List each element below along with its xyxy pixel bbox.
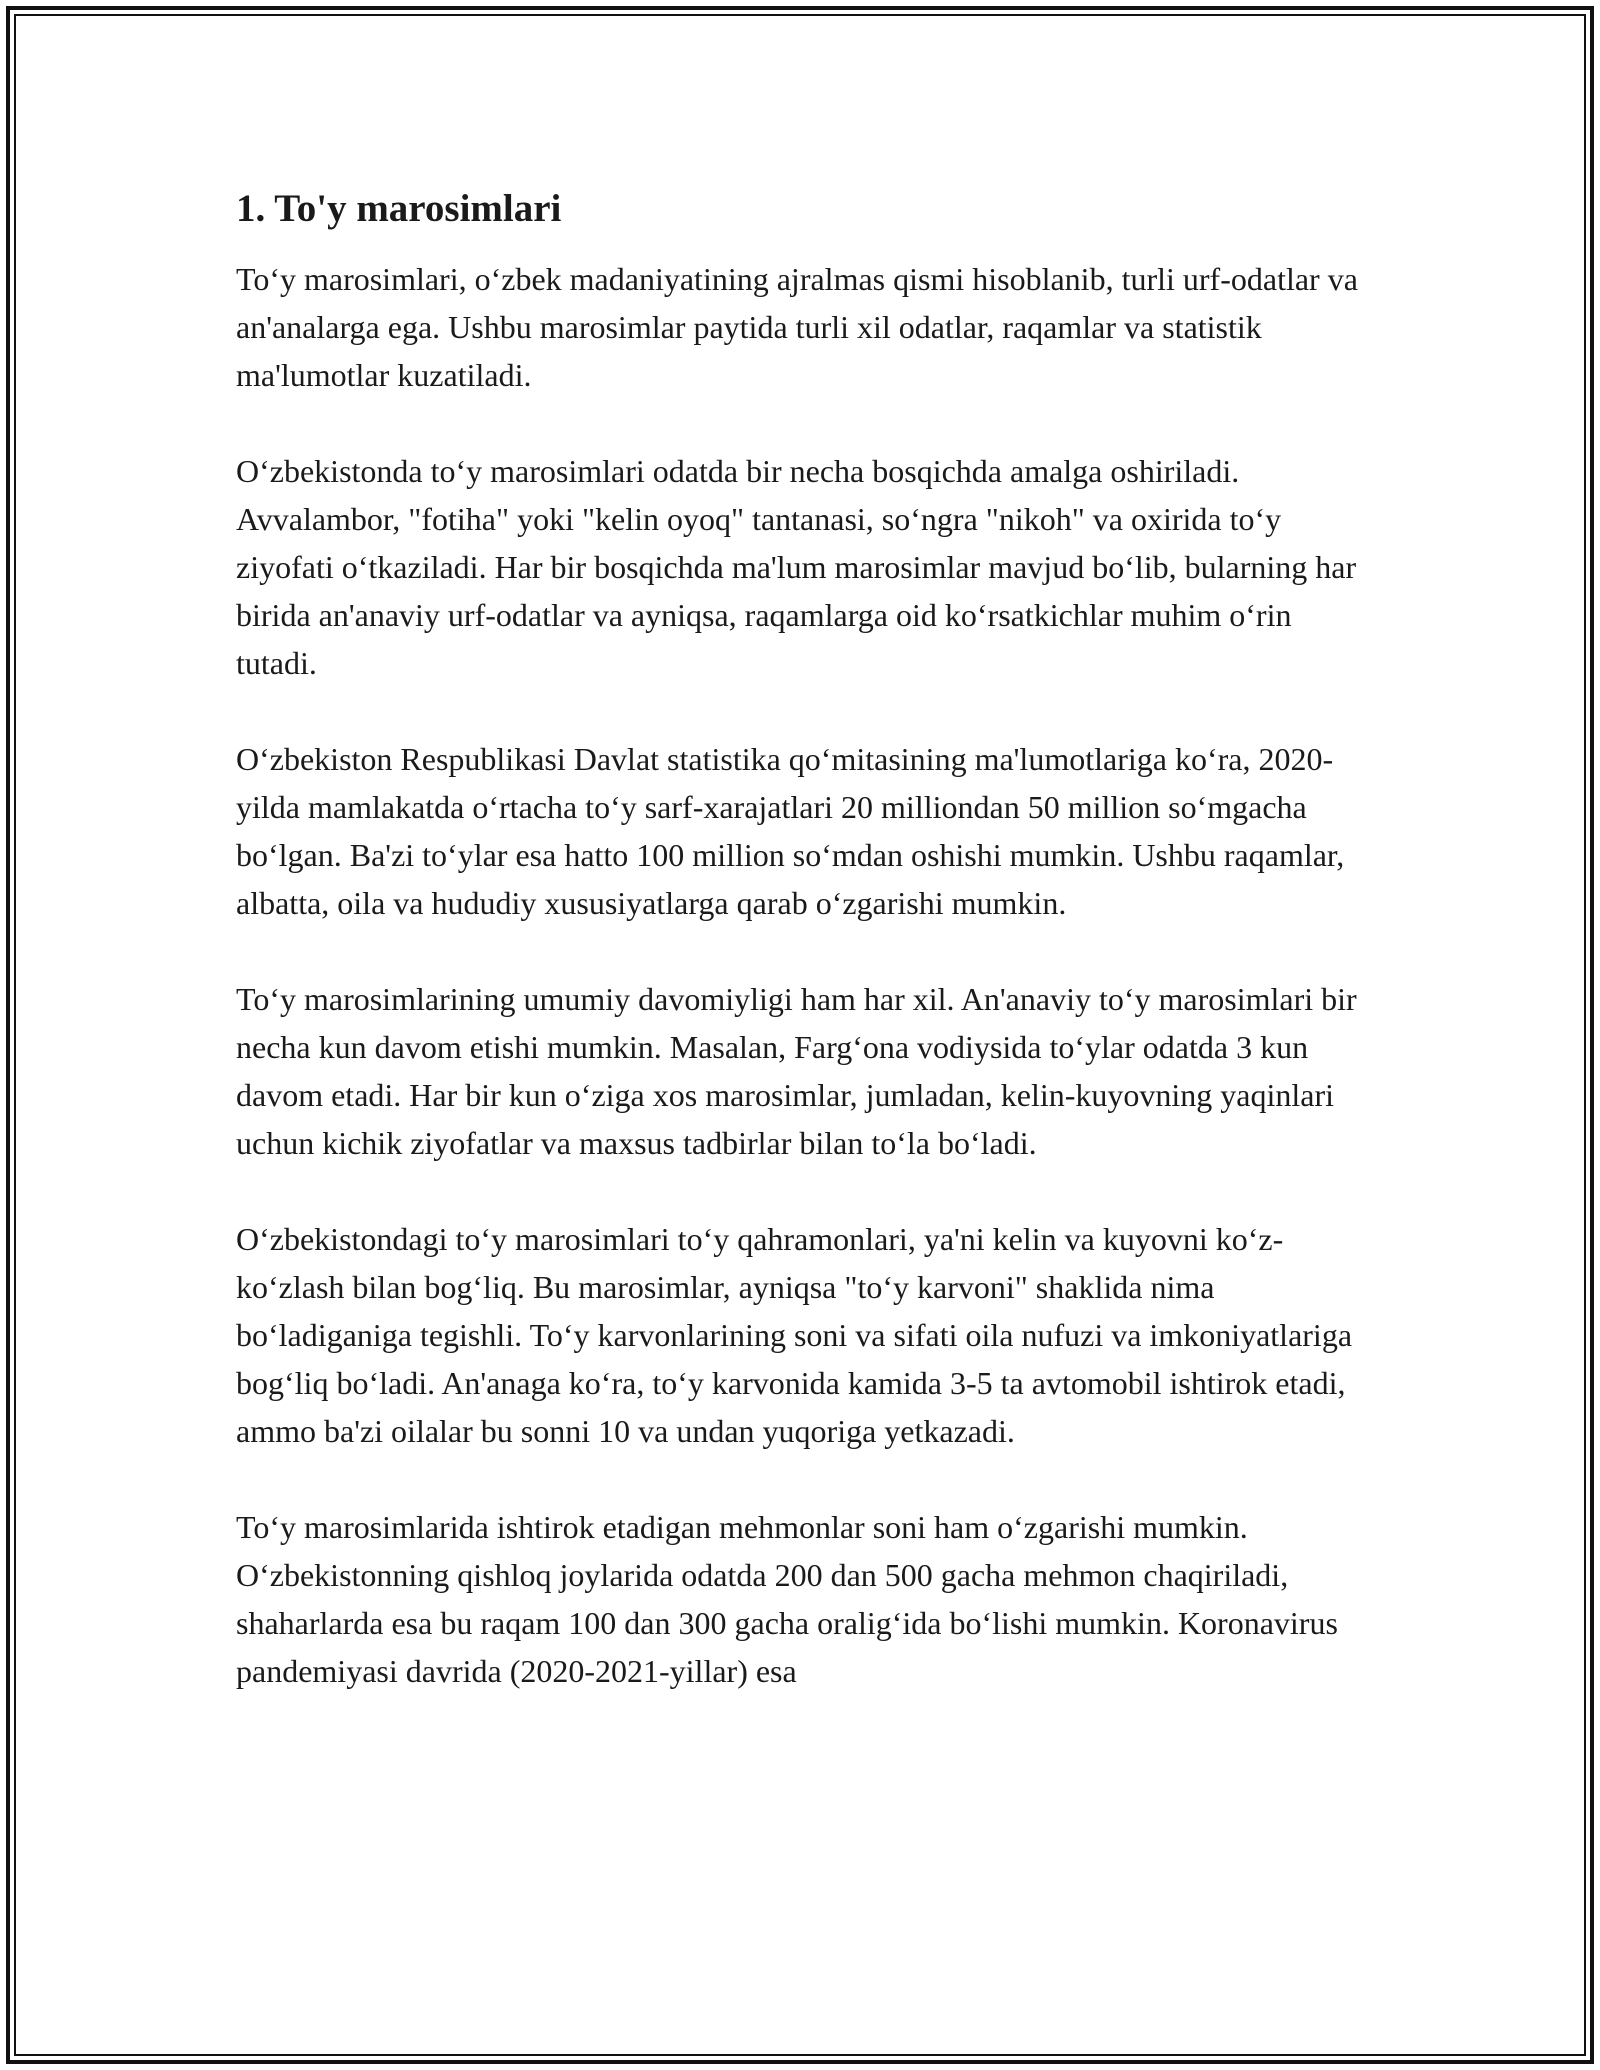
paragraph-2: O‘zbekistonda to‘y marosimlari odatda bir necha bosqichda amalga oshiriladi. Avvalambor, "fotiha" yoki "kelin oyoq" tantanasi, so‘ngra "nikoh" va oxirida to‘y ziyofati o‘tkaziladi. Har bir bosqichda ma'lum marosimlar mavjud bo‘lib, bularning har birida an'anaviy urf-odatlar va ayniqsa, raqamlarga oid ko‘rsatkichlar muhim o‘rin tutadi. [236, 453, 1357, 681]
paragraph-1: To‘y marosimlari, o‘zbek madaniyatining ajralmas qismi hisoblanib, turli urf-odatlar va an'analarga ega. Ushbu marosimlar paytida turli xil odatlar, raqamlar va statistik ma'lumotlar kuzatiladi. [236, 261, 1358, 393]
paragraph-3: O‘zbekiston Respublikasi Davlat statistika qo‘mitasining ma'lumotlariga ko‘ra, 2020-yilda mamlakatda o‘rtacha to‘y sarf-xarajatlari 20 milliondan 50 million so‘mgacha bo‘lgan. Ba'zi to‘ylar esa hatto 100 million so‘mdan oshishi mumkin. Ushbu raqamlar, albatta, oila va hududiy xususiyatlarga qarab o‘zgarishi mumkin. [236, 741, 1345, 921]
section-heading: 1. To'y marosimlari [236, 187, 562, 230]
paragraph-6: To‘y marosimlarida ishtirok etadigan mehmonlar soni ham o‘zgarishi mumkin. O‘zbekistonning qishloq joylarida odatda 200 dan 500 gacha mehmon chaqiriladi, shaharlarda esa bu raqam 100 dan 300 gacha oralig‘ida bo‘lishi mumkin. Koronavirus pandemiyasi davrida (2020-2021-yillar) esa [236, 1509, 1338, 1689]
paragraph-5: O‘zbekistondagi to‘y marosimlari to‘y qahramonlari, ya'ni kelin va kuyovni ko‘z-ko‘zlash bilan bog‘liq. Bu marosimlar, ayniqsa "to‘y karvoni" shaklida nima bo‘ladiganiga tegishli. To‘y karvonlarining soni va sifati oila nufuzi va imkoniyatlariga bog‘liq bo‘ladi. An'anaga ko‘ra, to‘y karvonida kamida 3-5 ta avtomobil ishtirok etadi, ammo ba'zi oilalar bu sonni 10 va undan yuqoriga yetkazadi. [236, 1221, 1353, 1449]
paragraph-4: To‘y marosimlarining umumiy davomiyligi ham har xil. An'anaviy to‘y marosimlari bir necha kun davom etishi mumkin. Masalan, Farg‘ona vodiysida to‘ylar odatda 3 kun davom etadi. Har bir kun o‘ziga xos marosimlar, jumladan, kelin-kuyovning yaqinlari uchun kichik ziyofatlar va maxsus tadbirlar bilan to‘la bo‘ladi. [236, 981, 1357, 1161]
document-body [236, 185, 1366, 1743]
